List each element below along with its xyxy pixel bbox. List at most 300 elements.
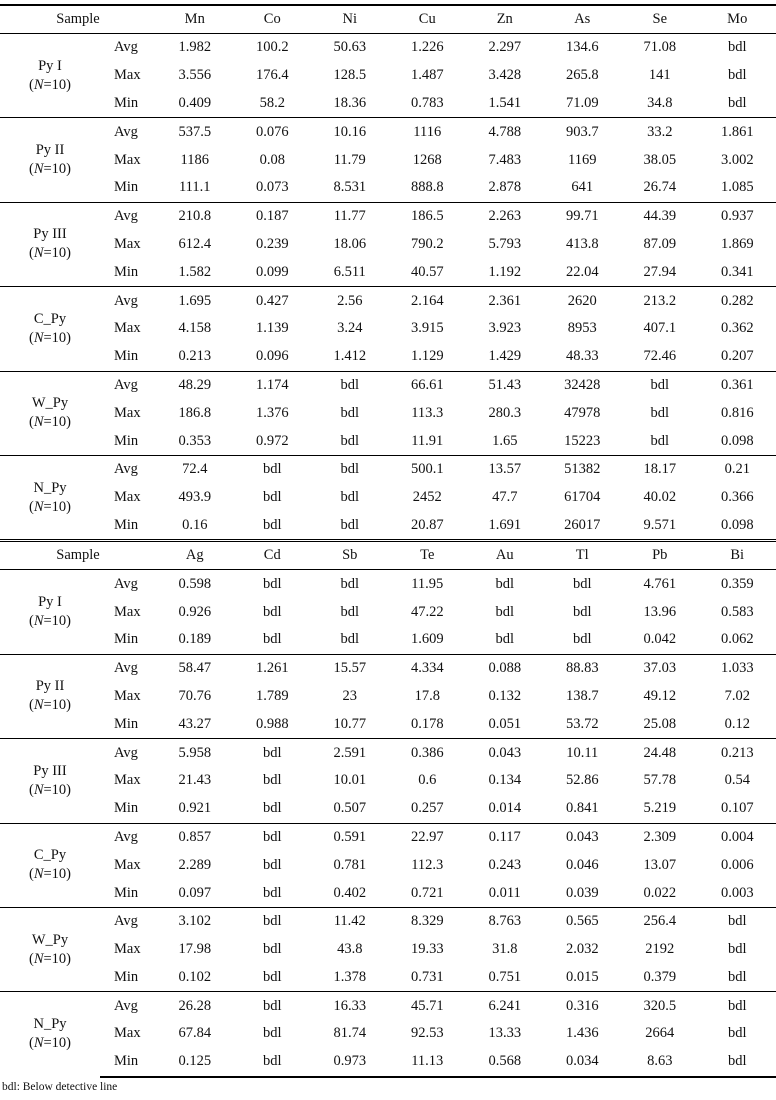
- value-cell: bdl: [262, 631, 282, 648]
- value-cell: 0.102: [178, 968, 212, 985]
- element-concentration-table: [0, 4, 776, 1078]
- value-cell: 5.793: [488, 235, 522, 252]
- value-cell: 24.48: [621, 739, 699, 767]
- value-cell: 0.379: [643, 968, 677, 985]
- sample-count-prefix: (: [28, 245, 34, 262]
- value-cell: bdl: [572, 575, 592, 592]
- value-cell: 112.3: [411, 856, 444, 873]
- value-cell: 66.61: [389, 371, 467, 399]
- value-cell: 32428: [544, 371, 622, 399]
- value-cell: 18.36: [333, 94, 367, 111]
- value-cell: 0.361: [699, 371, 776, 399]
- value-cell: 3.24: [337, 320, 363, 337]
- value-cell: 186.8: [178, 404, 212, 421]
- value-cell: 0.507: [333, 800, 367, 817]
- sample-name-cell: [0, 654, 100, 738]
- value-cell: 23: [342, 687, 357, 704]
- value-cell: 0.098: [720, 516, 754, 533]
- value-cell: 8.63: [621, 1048, 699, 1077]
- value-cell: 43.27: [178, 715, 212, 732]
- value-cell: bdl: [340, 575, 360, 592]
- sample-count-letter: N: [33, 414, 44, 431]
- table-row: [0, 879, 776, 907]
- value-cell: 0.366: [720, 489, 754, 506]
- value-cell: 0.043: [544, 823, 622, 851]
- value-cell: 19.33: [410, 941, 444, 958]
- value-cell: 7.02: [724, 687, 750, 704]
- value-cell: 413.8: [565, 235, 599, 252]
- value-cell: 1.085: [720, 179, 754, 196]
- value-cell: 2.289: [178, 856, 212, 873]
- footnote: bdl: Below detective line: [2, 1081, 118, 1093]
- table-row: [0, 767, 776, 795]
- element-column-header: Se: [621, 5, 699, 34]
- stat-label: Avg: [100, 371, 156, 399]
- stat-label: Max: [114, 320, 141, 337]
- value-cell: 4.788: [466, 118, 544, 146]
- value-cell: 8953: [567, 320, 597, 337]
- sample-name-cell: [0, 118, 100, 202]
- table-row: [0, 851, 776, 879]
- value-cell: 22.04: [565, 263, 599, 280]
- value-cell: 0.316: [544, 992, 622, 1020]
- value-cell: 0.125: [156, 1048, 234, 1077]
- value-cell: 0.16: [182, 516, 208, 533]
- value-cell: 58.47: [156, 654, 234, 682]
- stat-label: Min: [114, 179, 139, 196]
- element-concentration-table-container: [0, 4, 776, 1078]
- value-cell: 71.08: [643, 39, 677, 56]
- value-cell: 61704: [564, 489, 601, 506]
- value-cell: 0.921: [178, 800, 212, 817]
- value-cell: bdl: [727, 67, 747, 84]
- value-cell: 0.132: [488, 687, 522, 704]
- value-cell: bdl: [234, 992, 312, 1020]
- value-cell: 0.731: [410, 968, 444, 985]
- sample-count-prefix: (: [28, 76, 34, 93]
- table-row: [0, 455, 776, 483]
- value-cell: 0.088: [466, 654, 544, 682]
- value-cell: 20.87: [410, 516, 444, 533]
- stat-label: Min: [114, 263, 139, 280]
- value-cell: 50.63: [333, 39, 367, 56]
- value-cell: 3.915: [410, 320, 444, 337]
- value-cell: 0.598: [178, 575, 212, 592]
- value-cell: 6.241: [466, 992, 544, 1020]
- sample-count: [0, 781, 100, 800]
- value-cell: 1.129: [410, 348, 444, 365]
- value-cell: bdl: [311, 371, 389, 399]
- sample-name: Py II: [35, 142, 65, 159]
- value-cell: 37.03: [621, 654, 699, 682]
- table-row: [0, 739, 776, 767]
- value-cell: bdl: [340, 603, 360, 620]
- element-column-header: As: [544, 5, 622, 34]
- value-cell: 1116: [389, 118, 467, 146]
- value-cell: 0.097: [178, 884, 212, 901]
- table-row: [0, 907, 776, 935]
- sample-count-prefix: (: [28, 613, 34, 630]
- value-cell: 3.102: [156, 907, 234, 935]
- value-cell: 0.926: [178, 603, 212, 620]
- value-cell: 31.8: [492, 941, 518, 958]
- value-cell: bdl: [262, 941, 282, 958]
- value-cell: 1.582: [178, 263, 212, 280]
- value-cell: bdl: [572, 631, 592, 648]
- value-cell: 0.014: [488, 800, 522, 817]
- sample-name: W_Py: [31, 931, 69, 948]
- value-cell: 8.531: [333, 179, 367, 196]
- table-row: [0, 598, 776, 626]
- value-cell: 13.96: [643, 603, 677, 620]
- table-row: [0, 399, 776, 427]
- sample-name: N_Py: [33, 479, 67, 496]
- value-cell: 0.011: [488, 884, 521, 901]
- value-cell: 0.178: [410, 715, 444, 732]
- value-cell: bdl: [234, 455, 312, 483]
- stat-label: Max: [114, 67, 141, 84]
- sample-count-letter: N: [33, 498, 44, 515]
- stat-label: Avg: [114, 39, 138, 56]
- stat-label: Min: [114, 516, 139, 533]
- element-column-header: Tl: [544, 541, 622, 570]
- sample-name-cell: [0, 907, 100, 991]
- table-row: [0, 118, 776, 146]
- stat-label: Max: [114, 856, 141, 873]
- value-cell: 320.5: [621, 992, 699, 1020]
- value-cell: 67.84: [178, 1025, 212, 1042]
- table-row: [0, 174, 776, 202]
- sample-name-cell: [0, 34, 100, 118]
- sample-column-header: Sample: [0, 5, 156, 34]
- value-cell: 11.79: [333, 151, 366, 168]
- sample-count-letter: N: [33, 613, 44, 630]
- value-cell: 0.988: [255, 715, 289, 732]
- sample-name: Py I: [38, 57, 62, 74]
- value-cell: bdl: [495, 603, 515, 620]
- sample-count: [0, 498, 100, 517]
- value-cell: 407.1: [643, 320, 677, 337]
- stat-label: Max: [114, 404, 141, 421]
- value-cell: 11.91: [411, 432, 444, 449]
- value-cell: 0.187: [234, 202, 312, 230]
- sample-count-letter: N: [33, 245, 44, 262]
- value-cell: 0.107: [720, 800, 754, 817]
- value-cell: bdl: [262, 575, 282, 592]
- value-cell: 0.565: [544, 907, 622, 935]
- table-row: [0, 146, 776, 174]
- value-cell: 1.65: [492, 432, 518, 449]
- value-cell: 0.972: [255, 432, 289, 449]
- header-row: [0, 5, 776, 34]
- value-cell: 0.003: [720, 884, 754, 901]
- stat-label: Max: [114, 1025, 141, 1042]
- value-cell: 47.22: [410, 603, 444, 620]
- table-row: [0, 34, 776, 62]
- value-cell: 9.571: [643, 516, 677, 533]
- stat-label: Max: [114, 687, 141, 704]
- value-cell: 0.386: [389, 739, 467, 767]
- value-cell: 10.11: [544, 739, 622, 767]
- element-column-header: Bi: [699, 541, 776, 570]
- value-cell: 25.08: [643, 715, 677, 732]
- value-cell: 0.568: [466, 1048, 544, 1077]
- value-cell: 52.86: [565, 772, 599, 789]
- sample-count-letter: N: [33, 781, 44, 798]
- sample-count: [0, 76, 100, 95]
- value-cell: 0.721: [410, 884, 444, 901]
- sample-name-cell: [0, 570, 100, 654]
- value-cell: 0.362: [720, 320, 754, 337]
- stat-label: Avg: [100, 992, 156, 1020]
- value-cell: 4.158: [178, 320, 212, 337]
- sample-count-suffix: =10): [43, 161, 72, 178]
- sample-count-suffix: =10): [43, 950, 72, 967]
- value-cell: 17.98: [178, 941, 212, 958]
- table-row: [0, 484, 776, 512]
- element-column-header: Au: [466, 541, 544, 570]
- table-row: [0, 823, 776, 851]
- stat-label: Avg: [100, 118, 156, 146]
- stat-label: Avg: [100, 202, 156, 230]
- value-cell: 1.541: [488, 94, 522, 111]
- element-column-header: Mo: [699, 5, 776, 34]
- table-row: [0, 683, 776, 711]
- sample-name: C_Py: [33, 310, 67, 327]
- sample-count-prefix: (: [28, 697, 34, 714]
- value-cell: 1.376: [255, 404, 289, 421]
- table-row: [0, 795, 776, 823]
- value-cell: bdl: [699, 907, 776, 935]
- value-cell: 38.05: [643, 151, 677, 168]
- value-cell: 8.763: [466, 907, 544, 935]
- value-cell: bdl: [699, 992, 776, 1020]
- table-row: [0, 1020, 776, 1048]
- table-row: [0, 258, 776, 286]
- value-cell: 0.6: [418, 772, 437, 789]
- value-cell: 213.2: [621, 287, 699, 315]
- value-cell: bdl: [340, 489, 360, 506]
- sample-name-cell: [0, 823, 100, 907]
- value-cell: 186.5: [389, 202, 467, 230]
- value-cell: 1.789: [255, 687, 289, 704]
- value-cell: 1.174: [234, 371, 312, 399]
- value-cell: 4.761: [643, 575, 677, 592]
- value-cell: 99.71: [544, 202, 622, 230]
- value-cell: 0.243: [488, 856, 522, 873]
- value-cell: 265.8: [565, 67, 599, 84]
- value-cell: 888.8: [410, 179, 444, 196]
- value-cell: bdl: [650, 404, 670, 421]
- value-cell: 1.691: [488, 516, 522, 533]
- sample-count: [0, 1034, 100, 1053]
- sample-name: Py III: [33, 762, 67, 779]
- value-cell: 57.78: [643, 772, 677, 789]
- sample-count-suffix: =10): [43, 866, 72, 883]
- value-cell: 641: [571, 179, 594, 196]
- value-cell: bdl: [727, 968, 747, 985]
- value-cell: 1268: [412, 151, 442, 168]
- value-cell: 1.609: [410, 631, 444, 648]
- value-cell: 2.164: [389, 287, 467, 315]
- table-row: [0, 90, 776, 118]
- value-cell: bdl: [262, 772, 282, 789]
- value-cell: 0.783: [410, 94, 444, 111]
- sample-count-letter: N: [33, 950, 44, 967]
- value-cell: 1.192: [488, 263, 522, 280]
- value-cell: 27.94: [643, 263, 677, 280]
- value-cell: 790.2: [410, 235, 444, 252]
- value-cell: bdl: [262, 1025, 282, 1042]
- value-cell: bdl: [340, 631, 360, 648]
- stat-label: Avg: [100, 739, 156, 767]
- value-cell: 2.878: [488, 179, 522, 196]
- stat-label: Min: [114, 715, 139, 732]
- value-cell: 0.841: [565, 800, 599, 817]
- value-cell: 0.402: [333, 884, 367, 901]
- value-cell: 81.74: [333, 1025, 367, 1042]
- sample-count-letter: N: [33, 697, 44, 714]
- value-cell: 0.099: [255, 263, 289, 280]
- table-block-2: [0, 541, 776, 1077]
- value-cell: 0.076: [234, 118, 312, 146]
- value-cell: 1.261: [234, 654, 312, 682]
- value-cell: 1.861: [699, 118, 776, 146]
- value-cell: 0.022: [643, 884, 677, 901]
- value-cell: 18.17: [621, 455, 699, 483]
- value-cell: 128.5: [333, 67, 367, 84]
- sample-name: N_Py: [33, 1016, 67, 1033]
- header-row: [0, 541, 776, 570]
- value-cell: 280.3: [488, 404, 522, 421]
- value-cell: 2.56: [311, 287, 389, 315]
- value-cell: 2.263: [466, 202, 544, 230]
- element-column-header: Cu: [389, 5, 467, 34]
- value-cell: 2452: [412, 489, 442, 506]
- sample-count-letter: N: [33, 866, 44, 883]
- value-cell: bdl: [262, 884, 282, 901]
- value-cell: 0.134: [488, 772, 522, 789]
- value-cell: 47978: [564, 404, 601, 421]
- sample-count-suffix: =10): [43, 613, 72, 630]
- value-cell: 113.3: [411, 404, 444, 421]
- value-cell: 1.378: [333, 968, 367, 985]
- value-cell: bdl: [727, 941, 747, 958]
- stat-label: Max: [114, 603, 141, 620]
- table-row: [0, 936, 776, 964]
- value-cell: 92.53: [410, 1025, 444, 1042]
- value-cell: bdl: [262, 516, 282, 533]
- value-cell: 138.7: [565, 687, 599, 704]
- table-row: [0, 202, 776, 230]
- value-cell: bdl: [234, 1048, 312, 1077]
- sample-count-suffix: =10): [43, 781, 72, 798]
- value-cell: 0.073: [255, 179, 289, 196]
- value-cell: bdl: [340, 404, 360, 421]
- value-cell: 100.2: [255, 39, 289, 56]
- value-cell: 26.28: [156, 992, 234, 1020]
- value-cell: 45.71: [389, 992, 467, 1020]
- value-cell: 111.1: [178, 179, 211, 196]
- value-cell: bdl: [340, 516, 360, 533]
- value-cell: 500.1: [389, 455, 467, 483]
- stat-label: Max: [114, 772, 141, 789]
- sample-count: [0, 696, 100, 715]
- value-cell: bdl: [262, 800, 282, 817]
- value-cell: bdl: [727, 94, 747, 111]
- stat-label: Min: [114, 432, 139, 449]
- value-cell: 903.7: [544, 118, 622, 146]
- value-cell: 10.01: [333, 772, 367, 789]
- element-column-header: Ag: [156, 541, 234, 570]
- value-cell: 1.139: [255, 320, 289, 337]
- value-cell: 0.282: [699, 287, 776, 315]
- value-cell: 0.213: [699, 739, 776, 767]
- value-cell: bdl: [495, 631, 515, 648]
- value-cell: 72.4: [156, 455, 234, 483]
- value-cell: 44.39: [621, 202, 699, 230]
- value-cell: 88.83: [544, 654, 622, 682]
- element-column-header: Cd: [234, 541, 312, 570]
- value-cell: 49.12: [643, 687, 677, 704]
- value-cell: 1.429: [488, 348, 522, 365]
- value-cell: bdl: [650, 432, 670, 449]
- sample-count: [0, 244, 100, 263]
- element-column-header: Pb: [621, 541, 699, 570]
- value-cell: 26017: [564, 516, 601, 533]
- value-cell: 0.857: [156, 823, 234, 851]
- value-cell: 43.8: [337, 941, 363, 958]
- value-cell: 0.043: [466, 739, 544, 767]
- sample-count: [0, 160, 100, 179]
- value-cell: bdl: [699, 1048, 776, 1077]
- sample-name: Py III: [33, 226, 67, 243]
- table-row: [0, 315, 776, 343]
- value-cell: 13.07: [643, 856, 677, 873]
- value-cell: 0.591: [311, 823, 389, 851]
- stat-label: Max: [114, 941, 141, 958]
- value-cell: 0.21: [699, 455, 776, 483]
- table-row: [0, 231, 776, 259]
- value-cell: 1186: [180, 151, 209, 168]
- sample-name-cell: [0, 992, 100, 1077]
- value-cell: bdl: [262, 856, 282, 873]
- value-cell: 53.72: [565, 715, 599, 732]
- sample-name-cell: [0, 371, 100, 455]
- sample-name-cell: [0, 455, 100, 540]
- value-cell: 0.409: [178, 94, 212, 111]
- stat-label: Min: [114, 348, 139, 365]
- value-cell: 0.006: [720, 856, 754, 873]
- value-cell: 15223: [564, 432, 601, 449]
- value-cell: 2664: [645, 1025, 675, 1042]
- table-block-1: [0, 5, 776, 541]
- value-cell: 1169: [568, 151, 597, 168]
- sample-count-prefix: (: [28, 329, 34, 346]
- stat-label: Max: [114, 151, 141, 168]
- value-cell: 1.226: [410, 39, 444, 56]
- value-cell: 0.015: [565, 968, 599, 985]
- element-column-header: Zn: [466, 5, 544, 34]
- value-cell: 40.02: [643, 489, 677, 506]
- value-cell: bdl: [572, 603, 592, 620]
- sample-count-letter: N: [33, 76, 44, 93]
- value-cell: 1.982: [178, 39, 212, 56]
- table-row: [0, 654, 776, 682]
- value-cell: 0.427: [234, 287, 312, 315]
- value-cell: 51.43: [466, 371, 544, 399]
- value-cell: 40.57: [410, 263, 444, 280]
